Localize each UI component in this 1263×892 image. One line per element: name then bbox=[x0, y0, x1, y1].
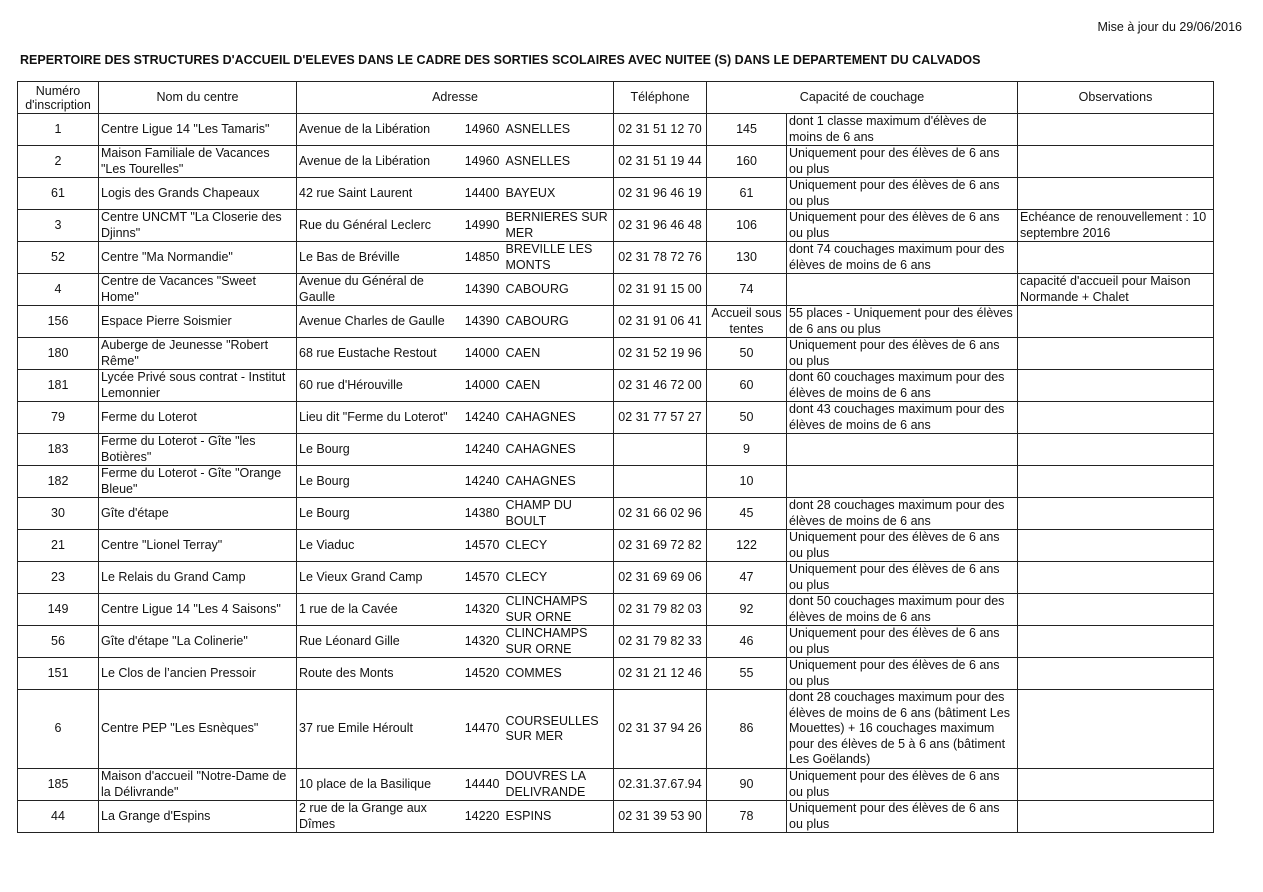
cell-adresse: 42 rue Saint Laurent bbox=[297, 178, 460, 210]
cell-capacite: 61 bbox=[707, 178, 787, 210]
header-capacite: Capacité de couchage bbox=[707, 82, 1018, 114]
cell-telephone: 02 31 91 06 41 bbox=[614, 306, 707, 338]
cell-telephone bbox=[614, 466, 707, 498]
cell-capacite: 86 bbox=[707, 690, 787, 769]
cell-numero: 4 bbox=[18, 274, 99, 306]
cell-numero: 180 bbox=[18, 338, 99, 370]
cell-ville: DOUVRES LA DELIVRANDE bbox=[504, 769, 614, 801]
cell-numero: 156 bbox=[18, 306, 99, 338]
cell-adresse: Avenue de la Libération bbox=[297, 114, 460, 146]
cell-adresse: Lieu dit "Ferme du Loterot" bbox=[297, 402, 460, 434]
cell-observations bbox=[1018, 769, 1214, 801]
table-row bbox=[18, 498, 1214, 530]
cell-capacite: 160 bbox=[707, 146, 787, 178]
table-row bbox=[18, 769, 1214, 801]
table-row bbox=[18, 594, 1214, 626]
cell-capacite-detail: dont 74 couchages maximum pour des élèves de moins de 6 ans bbox=[787, 242, 1018, 274]
table-row bbox=[18, 306, 1214, 338]
cell-observations bbox=[1018, 402, 1214, 434]
table-row bbox=[18, 178, 1214, 210]
cell-ville: CAHAGNES bbox=[504, 434, 614, 466]
cell-capacite: 9 bbox=[707, 434, 787, 466]
cell-code-postal: 14380 bbox=[460, 498, 504, 530]
cell-telephone: 02 31 51 12 70 bbox=[614, 114, 707, 146]
cell-ville: ESPINS bbox=[504, 801, 614, 833]
cell-observations: capacité d'accueil pour Maison Normande + Chalet bbox=[1018, 274, 1214, 306]
cell-ville: BERNIERES SUR MER bbox=[504, 210, 614, 242]
table-row bbox=[18, 274, 1214, 306]
document-title: REPERTOIRE DES STRUCTURES D'ACCUEIL D'ELEVES DANS LE CADRE DES SORTIES SCOLAIRES AVEC NUITEE (S) DANS LE DEPARTEMENT DU CALVADOS bbox=[20, 53, 981, 67]
cell-numero: 30 bbox=[18, 498, 99, 530]
cell-code-postal: 14240 bbox=[460, 402, 504, 434]
cell-observations bbox=[1018, 562, 1214, 594]
cell-capacite: 90 bbox=[707, 769, 787, 801]
cell-telephone: 02 31 77 57 27 bbox=[614, 402, 707, 434]
header-numero: Numéro d'inscription bbox=[18, 82, 99, 114]
cell-numero: 185 bbox=[18, 769, 99, 801]
cell-capacite-detail: dont 28 couchages maximum pour des élèves de moins de 6 ans bbox=[787, 498, 1018, 530]
cell-ville: CLINCHAMPS SUR ORNE bbox=[504, 626, 614, 658]
cell-numero: 52 bbox=[18, 242, 99, 274]
table-row bbox=[18, 434, 1214, 466]
cell-capacite-detail: Uniquement pour des élèves de 6 ans ou plus bbox=[787, 769, 1018, 801]
cell-numero: 23 bbox=[18, 562, 99, 594]
table-row bbox=[18, 562, 1214, 594]
cell-observations bbox=[1018, 690, 1214, 769]
cell-capacite-detail bbox=[787, 466, 1018, 498]
cell-telephone: 02 31 52 19 96 bbox=[614, 338, 707, 370]
cell-numero: 182 bbox=[18, 466, 99, 498]
cell-capacite-detail: Uniquement pour des élèves de 6 ans ou plus bbox=[787, 658, 1018, 690]
cell-observations bbox=[1018, 242, 1214, 274]
cell-observations bbox=[1018, 338, 1214, 370]
cell-capacite-detail: Uniquement pour des élèves de 6 ans ou plus bbox=[787, 801, 1018, 833]
cell-ville: CLECY bbox=[504, 562, 614, 594]
cell-telephone bbox=[614, 434, 707, 466]
cell-nom: Centre UNCMT "La Closerie des Djinns" bbox=[99, 210, 297, 242]
cell-capacite-detail: Uniquement pour des élèves de 6 ans ou plus bbox=[787, 178, 1018, 210]
cell-nom: Gîte d'étape "La Colinerie" bbox=[99, 626, 297, 658]
cell-ville: CAEN bbox=[504, 370, 614, 402]
cell-observations bbox=[1018, 370, 1214, 402]
cell-numero: 56 bbox=[18, 626, 99, 658]
cell-nom: Gîte d'étape bbox=[99, 498, 297, 530]
cell-ville: BREVILLE LES MONTS bbox=[504, 242, 614, 274]
header-adresse: Adresse bbox=[297, 82, 614, 114]
cell-capacite-detail: Uniquement pour des élèves de 6 ans ou plus bbox=[787, 626, 1018, 658]
cell-capacite-detail: dont 28 couchages maximum pour des élèves de moins de 6 ans (bâtiment Les Mouettes) + 16 couchages maximum pour des élèves de 5 à 6 ans (bâtiment Les Goëlands) bbox=[787, 690, 1018, 769]
cell-code-postal: 14570 bbox=[460, 530, 504, 562]
cell-code-postal: 14440 bbox=[460, 769, 504, 801]
structures-table bbox=[17, 81, 1214, 833]
cell-telephone: 02 31 96 46 19 bbox=[614, 178, 707, 210]
table-row bbox=[18, 402, 1214, 434]
header-row bbox=[18, 82, 1214, 114]
cell-adresse: Le Bourg bbox=[297, 434, 460, 466]
cell-telephone: 02 31 69 69 06 bbox=[614, 562, 707, 594]
cell-capacite-detail: dont 50 couchages maximum pour des élèves de moins de 6 ans bbox=[787, 594, 1018, 626]
cell-nom: Le Relais du Grand Camp bbox=[99, 562, 297, 594]
cell-adresse: Le Bas de Bréville bbox=[297, 242, 460, 274]
table-row bbox=[18, 626, 1214, 658]
cell-capacite: 130 bbox=[707, 242, 787, 274]
cell-capacite-detail: Uniquement pour des élèves de 6 ans ou plus bbox=[787, 338, 1018, 370]
cell-capacite: 145 bbox=[707, 114, 787, 146]
cell-nom: Centre "Lionel Terray" bbox=[99, 530, 297, 562]
cell-nom: Centre de Vacances "Sweet Home" bbox=[99, 274, 297, 306]
cell-capacite: 74 bbox=[707, 274, 787, 306]
cell-capacite: 78 bbox=[707, 801, 787, 833]
cell-adresse: Le Vieux Grand Camp bbox=[297, 562, 460, 594]
cell-code-postal: 14520 bbox=[460, 658, 504, 690]
cell-adresse: 2 rue de la Grange aux Dîmes bbox=[297, 801, 460, 833]
cell-observations bbox=[1018, 658, 1214, 690]
cell-ville: CHAMP DU BOULT bbox=[504, 498, 614, 530]
cell-code-postal: 14390 bbox=[460, 274, 504, 306]
cell-capacite: 45 bbox=[707, 498, 787, 530]
cell-ville: BAYEUX bbox=[504, 178, 614, 210]
cell-nom: La Grange d'Espins bbox=[99, 801, 297, 833]
table-row bbox=[18, 530, 1214, 562]
cell-nom: Ferme du Loterot bbox=[99, 402, 297, 434]
cell-capacite-detail bbox=[787, 274, 1018, 306]
cell-telephone: 02 31 78 72 76 bbox=[614, 242, 707, 274]
cell-observations bbox=[1018, 306, 1214, 338]
cell-observations bbox=[1018, 114, 1214, 146]
cell-adresse: 60 rue d'Hérouville bbox=[297, 370, 460, 402]
cell-adresse: Le Viaduc bbox=[297, 530, 460, 562]
cell-capacite-detail: Uniquement pour des élèves de 6 ans ou plus bbox=[787, 530, 1018, 562]
cell-nom: Ferme du Loterot - Gîte "les Botières" bbox=[99, 434, 297, 466]
table-body bbox=[18, 114, 1214, 833]
cell-numero: 61 bbox=[18, 178, 99, 210]
header-nom: Nom du centre bbox=[99, 82, 297, 114]
cell-adresse: Route des Monts bbox=[297, 658, 460, 690]
cell-capacite-detail: dont 43 couchages maximum pour des élèves de moins de 6 ans bbox=[787, 402, 1018, 434]
cell-adresse: Rue Léonard Gille bbox=[297, 626, 460, 658]
cell-adresse: Avenue Charles de Gaulle bbox=[297, 306, 460, 338]
cell-ville: CAHAGNES bbox=[504, 402, 614, 434]
cell-adresse: 1 rue de la Cavée bbox=[297, 594, 460, 626]
cell-nom: Centre "Ma Normandie" bbox=[99, 242, 297, 274]
cell-capacite-detail: Uniquement pour des élèves de 6 ans ou plus bbox=[787, 562, 1018, 594]
cell-telephone: 02 31 37 94 26 bbox=[614, 690, 707, 769]
cell-capacite-detail: 55 places - Uniquement pour des élèves de 6 ans ou plus bbox=[787, 306, 1018, 338]
cell-observations bbox=[1018, 498, 1214, 530]
cell-nom: Centre PEP "Les Esnèques" bbox=[99, 690, 297, 769]
cell-numero: 183 bbox=[18, 434, 99, 466]
cell-adresse: 10 place de la Basilique bbox=[297, 769, 460, 801]
cell-capacite: 50 bbox=[707, 402, 787, 434]
cell-telephone: 02 31 96 46 48 bbox=[614, 210, 707, 242]
table-row bbox=[18, 210, 1214, 242]
cell-code-postal: 14400 bbox=[460, 178, 504, 210]
cell-capacite: 55 bbox=[707, 658, 787, 690]
cell-observations bbox=[1018, 626, 1214, 658]
cell-telephone: 02 31 39 53 90 bbox=[614, 801, 707, 833]
cell-numero: 2 bbox=[18, 146, 99, 178]
cell-code-postal: 14960 bbox=[460, 114, 504, 146]
cell-telephone: 02.31.37.67.94 bbox=[614, 769, 707, 801]
cell-nom: Maison d'accueil "Notre-Dame de la Délivrande" bbox=[99, 769, 297, 801]
cell-ville: CABOURG bbox=[504, 306, 614, 338]
cell-numero: 181 bbox=[18, 370, 99, 402]
cell-ville: CAEN bbox=[504, 338, 614, 370]
cell-capacite: 50 bbox=[707, 338, 787, 370]
update-date: Mise à jour du 29/06/2016 bbox=[1097, 20, 1242, 34]
cell-code-postal: 14470 bbox=[460, 690, 504, 769]
cell-capacite-detail: Uniquement pour des élèves de 6 ans ou plus bbox=[787, 146, 1018, 178]
cell-observations bbox=[1018, 594, 1214, 626]
cell-ville: CLINCHAMPS SUR ORNE bbox=[504, 594, 614, 626]
cell-capacite-detail bbox=[787, 434, 1018, 466]
table-row bbox=[18, 146, 1214, 178]
cell-ville: CAHAGNES bbox=[504, 466, 614, 498]
table-row bbox=[18, 370, 1214, 402]
cell-telephone: 02 31 51 19 44 bbox=[614, 146, 707, 178]
cell-adresse: Le Bourg bbox=[297, 498, 460, 530]
cell-ville: COMMES bbox=[504, 658, 614, 690]
cell-code-postal: 14000 bbox=[460, 370, 504, 402]
cell-code-postal: 14000 bbox=[460, 338, 504, 370]
cell-nom: Auberge de Jeunesse "Robert Rême" bbox=[99, 338, 297, 370]
cell-code-postal: 14960 bbox=[460, 146, 504, 178]
cell-capacite: 60 bbox=[707, 370, 787, 402]
cell-telephone: 02 31 46 72 00 bbox=[614, 370, 707, 402]
cell-capacite: 92 bbox=[707, 594, 787, 626]
table-row bbox=[18, 242, 1214, 274]
cell-adresse: Avenue de la Libération bbox=[297, 146, 460, 178]
cell-capacite: 106 bbox=[707, 210, 787, 242]
cell-ville: ASNELLES bbox=[504, 114, 614, 146]
table-row bbox=[18, 690, 1214, 769]
cell-ville: CLECY bbox=[504, 530, 614, 562]
cell-code-postal: 14240 bbox=[460, 466, 504, 498]
cell-nom: Le Clos de l’ancien Pressoir bbox=[99, 658, 297, 690]
cell-telephone: 02 31 69 72 82 bbox=[614, 530, 707, 562]
header-telephone: Téléphone bbox=[614, 82, 707, 114]
table-row bbox=[18, 338, 1214, 370]
cell-capacite: 46 bbox=[707, 626, 787, 658]
cell-numero: 3 bbox=[18, 210, 99, 242]
cell-adresse: 37 rue Emile Héroult bbox=[297, 690, 460, 769]
cell-capacite-detail: dont 1 classe maximum d'élèves de moins de 6 ans bbox=[787, 114, 1018, 146]
cell-telephone: 02 31 21 12 46 bbox=[614, 658, 707, 690]
cell-numero: 151 bbox=[18, 658, 99, 690]
cell-numero: 21 bbox=[18, 530, 99, 562]
cell-observations bbox=[1018, 178, 1214, 210]
cell-ville: CABOURG bbox=[504, 274, 614, 306]
cell-code-postal: 14390 bbox=[460, 306, 504, 338]
header-observations: Observations bbox=[1018, 82, 1214, 114]
cell-capacite: 47 bbox=[707, 562, 787, 594]
cell-nom: Logis des Grands Chapeaux bbox=[99, 178, 297, 210]
cell-adresse: Avenue du Général de Gaulle bbox=[297, 274, 460, 306]
cell-observations bbox=[1018, 434, 1214, 466]
cell-nom: Ferme du Loterot - Gîte "Orange Bleue" bbox=[99, 466, 297, 498]
cell-telephone: 02 31 66 02 96 bbox=[614, 498, 707, 530]
cell-observations bbox=[1018, 146, 1214, 178]
cell-nom: Lycée Privé sous contrat - Institut Lemonnier bbox=[99, 370, 297, 402]
cell-ville: COURSEULLES SUR MER bbox=[504, 690, 614, 769]
table-row bbox=[18, 466, 1214, 498]
cell-capacite-detail: Uniquement pour des élèves de 6 ans ou plus bbox=[787, 210, 1018, 242]
cell-nom: Centre Ligue 14 "Les 4 Saisons" bbox=[99, 594, 297, 626]
cell-numero: 44 bbox=[18, 801, 99, 833]
cell-capacite: 122 bbox=[707, 530, 787, 562]
cell-adresse: 68 rue Eustache Restout bbox=[297, 338, 460, 370]
cell-numero: 1 bbox=[18, 114, 99, 146]
cell-ville: ASNELLES bbox=[504, 146, 614, 178]
cell-nom: Maison Familiale de Vacances "Les Tourelles" bbox=[99, 146, 297, 178]
cell-numero: 79 bbox=[18, 402, 99, 434]
cell-adresse: Le Bourg bbox=[297, 466, 460, 498]
cell-observations bbox=[1018, 466, 1214, 498]
cell-observations bbox=[1018, 530, 1214, 562]
cell-observations: Echéance de renouvellement : 10 septembre 2016 bbox=[1018, 210, 1214, 242]
cell-capacite: Accueil sous tentes bbox=[707, 306, 787, 338]
cell-telephone: 02 31 79 82 33 bbox=[614, 626, 707, 658]
cell-code-postal: 14990 bbox=[460, 210, 504, 242]
cell-code-postal: 14240 bbox=[460, 434, 504, 466]
table-row bbox=[18, 801, 1214, 833]
cell-capacite: 10 bbox=[707, 466, 787, 498]
cell-capacite-detail: dont 60 couchages maximum pour des élèves de moins de 6 ans bbox=[787, 370, 1018, 402]
cell-code-postal: 14850 bbox=[460, 242, 504, 274]
table-row bbox=[18, 658, 1214, 690]
cell-observations bbox=[1018, 801, 1214, 833]
table-row bbox=[18, 114, 1214, 146]
cell-code-postal: 14220 bbox=[460, 801, 504, 833]
cell-adresse: Rue du Général Leclerc bbox=[297, 210, 460, 242]
cell-code-postal: 14320 bbox=[460, 626, 504, 658]
cell-nom: Centre Ligue 14 "Les Tamaris" bbox=[99, 114, 297, 146]
cell-numero: 149 bbox=[18, 594, 99, 626]
cell-telephone: 02 31 91 15 00 bbox=[614, 274, 707, 306]
cell-code-postal: 14320 bbox=[460, 594, 504, 626]
cell-code-postal: 14570 bbox=[460, 562, 504, 594]
cell-numero: 6 bbox=[18, 690, 99, 769]
cell-nom: Espace Pierre Soismier bbox=[99, 306, 297, 338]
cell-telephone: 02 31 79 82 03 bbox=[614, 594, 707, 626]
